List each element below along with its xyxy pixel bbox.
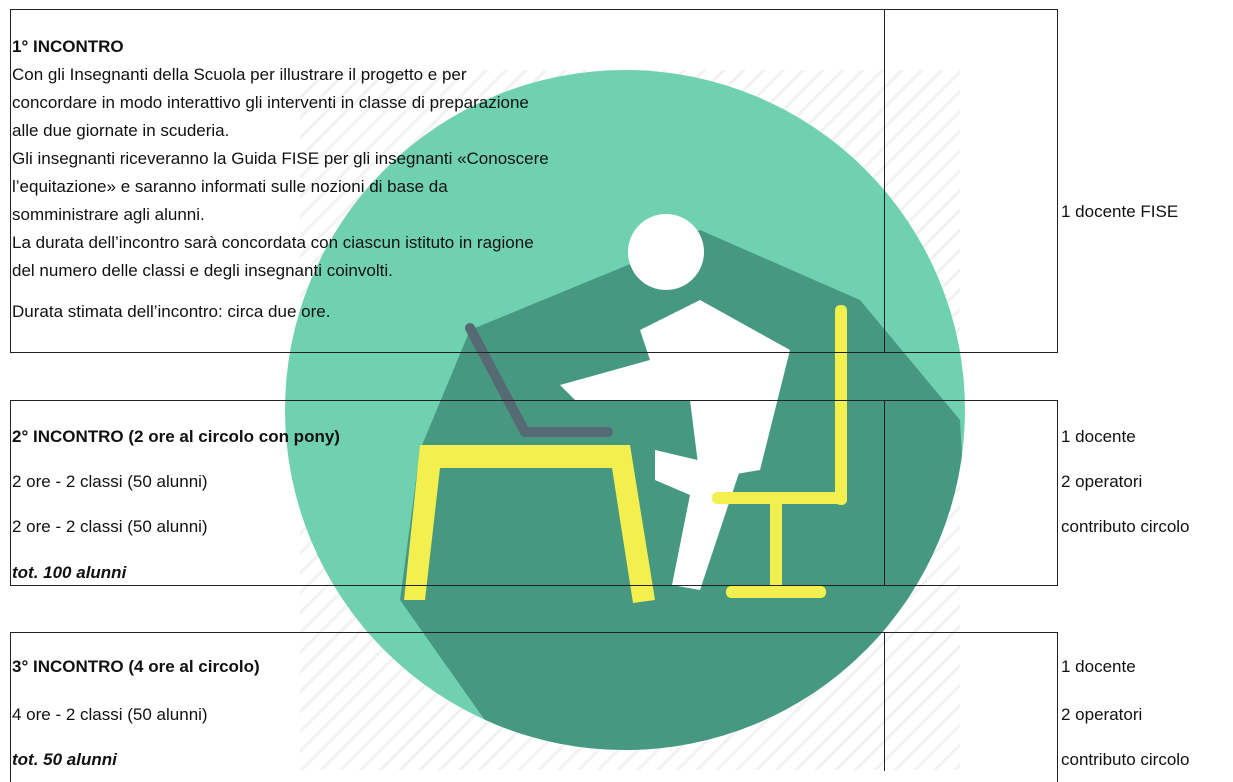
section3-staff2: 2 operatori: [1061, 705, 1143, 724]
section2-row2: 2 ore - 2 classi (50 alunni): [12, 517, 208, 536]
section2-total: tot. 100 alunni: [12, 563, 127, 582]
paragraph-line: Con gli Insegnanti della Scuola per illustrare il progetto e per: [12, 65, 467, 84]
section3-total: tot. 50 alunni: [12, 750, 117, 769]
section3-title: 3° INCONTRO (4 ore al circolo): [12, 657, 260, 676]
section1-paragraph: [12, 64, 672, 282]
paragraph-line: l’equitazione» e saranno informati sulle nozioni di base da: [12, 177, 448, 196]
paragraph-line: concordare in modo interattivo gli interventi in classe di preparazione: [12, 93, 529, 112]
section1-divider: [884, 9, 885, 353]
section3-staff1: 1 docente: [1061, 657, 1136, 676]
paragraph-line: Gli insegnanti riceveranno la Guida FISE per gli insegnanti «Conoscere: [12, 149, 549, 168]
section1-duration: Durata stimata dell’incontro: circa due ore.: [12, 302, 331, 321]
section3-row1: 4 ore - 2 classi (50 alunni): [12, 705, 208, 724]
section2-staff1: 1 docente: [1061, 427, 1136, 446]
section2-staff2: 2 operatori: [1061, 472, 1143, 491]
section3-divider: [884, 632, 885, 771]
section2-row1: 2 ore - 2 classi (50 alunni): [12, 472, 208, 491]
section3-staff3: contributo circolo: [1061, 750, 1190, 769]
paragraph-line: del numero delle classi e degli insegnanti coinvolti.: [12, 261, 393, 280]
section2-staff3: contributo circolo: [1061, 517, 1190, 536]
chair-foot: [726, 586, 826, 598]
section1-title: 1° INCONTRO: [12, 37, 124, 56]
paragraph-line: La durata dell’incontro sarà concordata con ciascun istituto in ragione: [12, 233, 534, 252]
section2-divider: [884, 400, 885, 586]
paragraph-line: somministrare agli alunni.: [12, 205, 205, 224]
section2-title: 2° INCONTRO (2 ore al circolo con pony): [12, 427, 340, 446]
paragraph-line: alle due giornate in scuderia.: [12, 121, 230, 140]
section1-staff: 1 docente FISE: [1061, 202, 1179, 221]
